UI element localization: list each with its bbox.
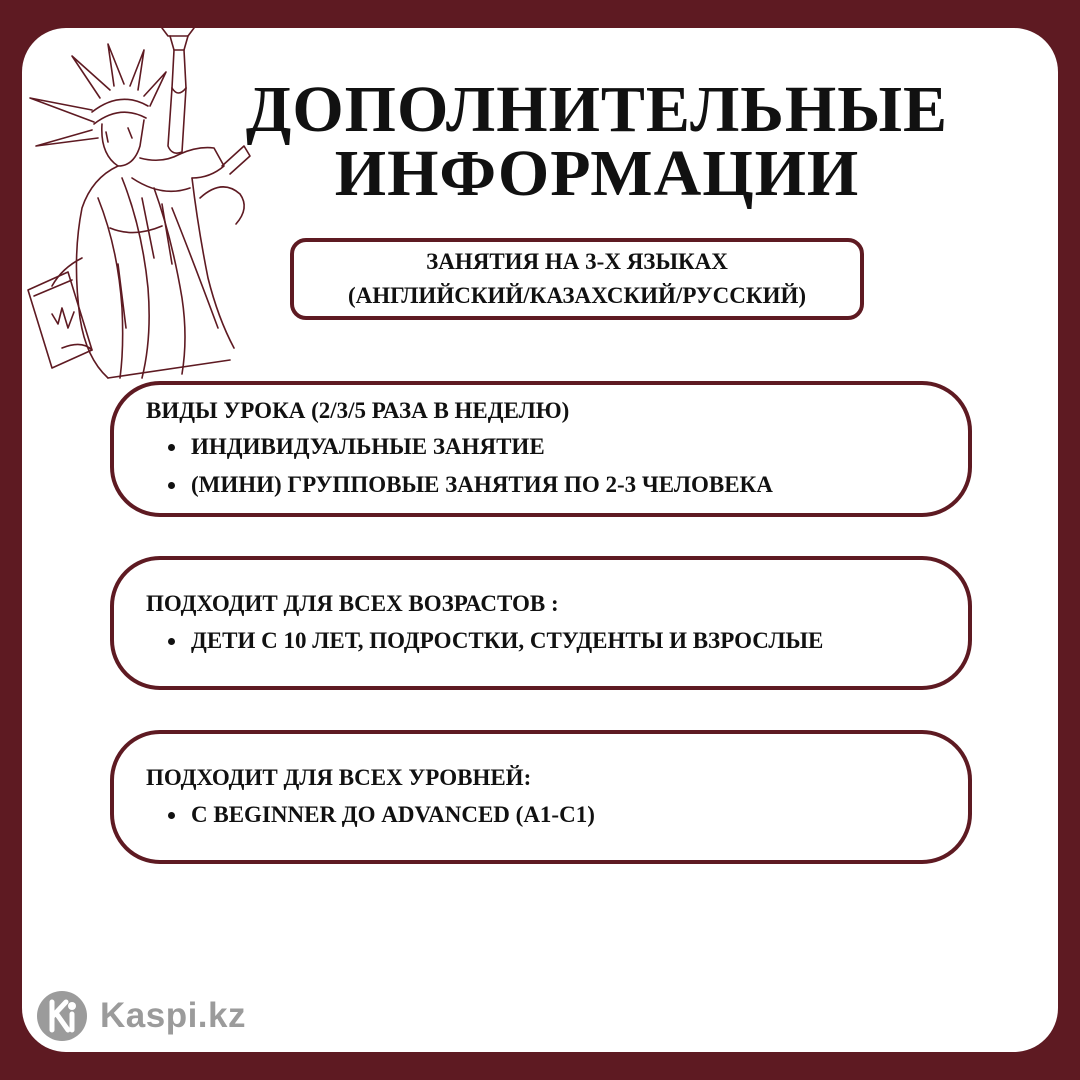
languages-box [290,238,864,320]
lesson-types-box [110,381,972,517]
lesson-types-heading: ВИДЫ УРОКА (2/3/5 РАЗА В НЕДЕЛЮ) [146,398,570,423]
levels-heading: ПОДХОДИТ ДЛЯ ВСЕХ УРОВНЕЙ: [146,765,532,790]
list-item: ИНДИВИДУАЛЬНЫЕ ЗАНЯТИЕ [146,428,968,466]
ages-heading: ПОДХОДИТ ДЛЯ ВСЕХ ВОЗРАСТОВ : [146,591,559,616]
ages-box [110,556,972,690]
levels-list [146,796,968,834]
list-item: С BEGINNER ДО ADVANCED (A1-C1) [146,796,968,834]
levels-box [110,730,972,864]
list-item: (МИНИ) ГРУППОВЫЕ ЗАНЯТИЯ ПО 2-3 ЧЕЛОВЕКА [146,466,968,504]
kaspi-watermark [36,990,246,1042]
title-line-2: ИНФОРМАЦИИ [334,137,860,210]
title-line-1: ДОПОЛНИТЕЛЬНЫЕ [245,73,949,146]
languages-line-2: (АНГЛИЙСКИЙ/КАЗАХСКИЙ/РУССКИЙ) [347,283,807,308]
list-item: ДЕТИ С 10 ЛЕТ, ПОДРОСТКИ, СТУДЕНТЫ И ВЗРОСЛЫЕ [146,622,968,660]
kaspi-logo-icon [36,990,88,1042]
ages-list [146,622,968,660]
info-card [22,28,1058,1052]
watermark-text: Kaspi.kz [100,996,246,1035]
languages-line-1: ЗАНЯТИЯ НА 3-Х ЯЗЫКАХ [426,249,728,274]
page-title [212,73,982,210]
lesson-types-list [146,428,968,504]
